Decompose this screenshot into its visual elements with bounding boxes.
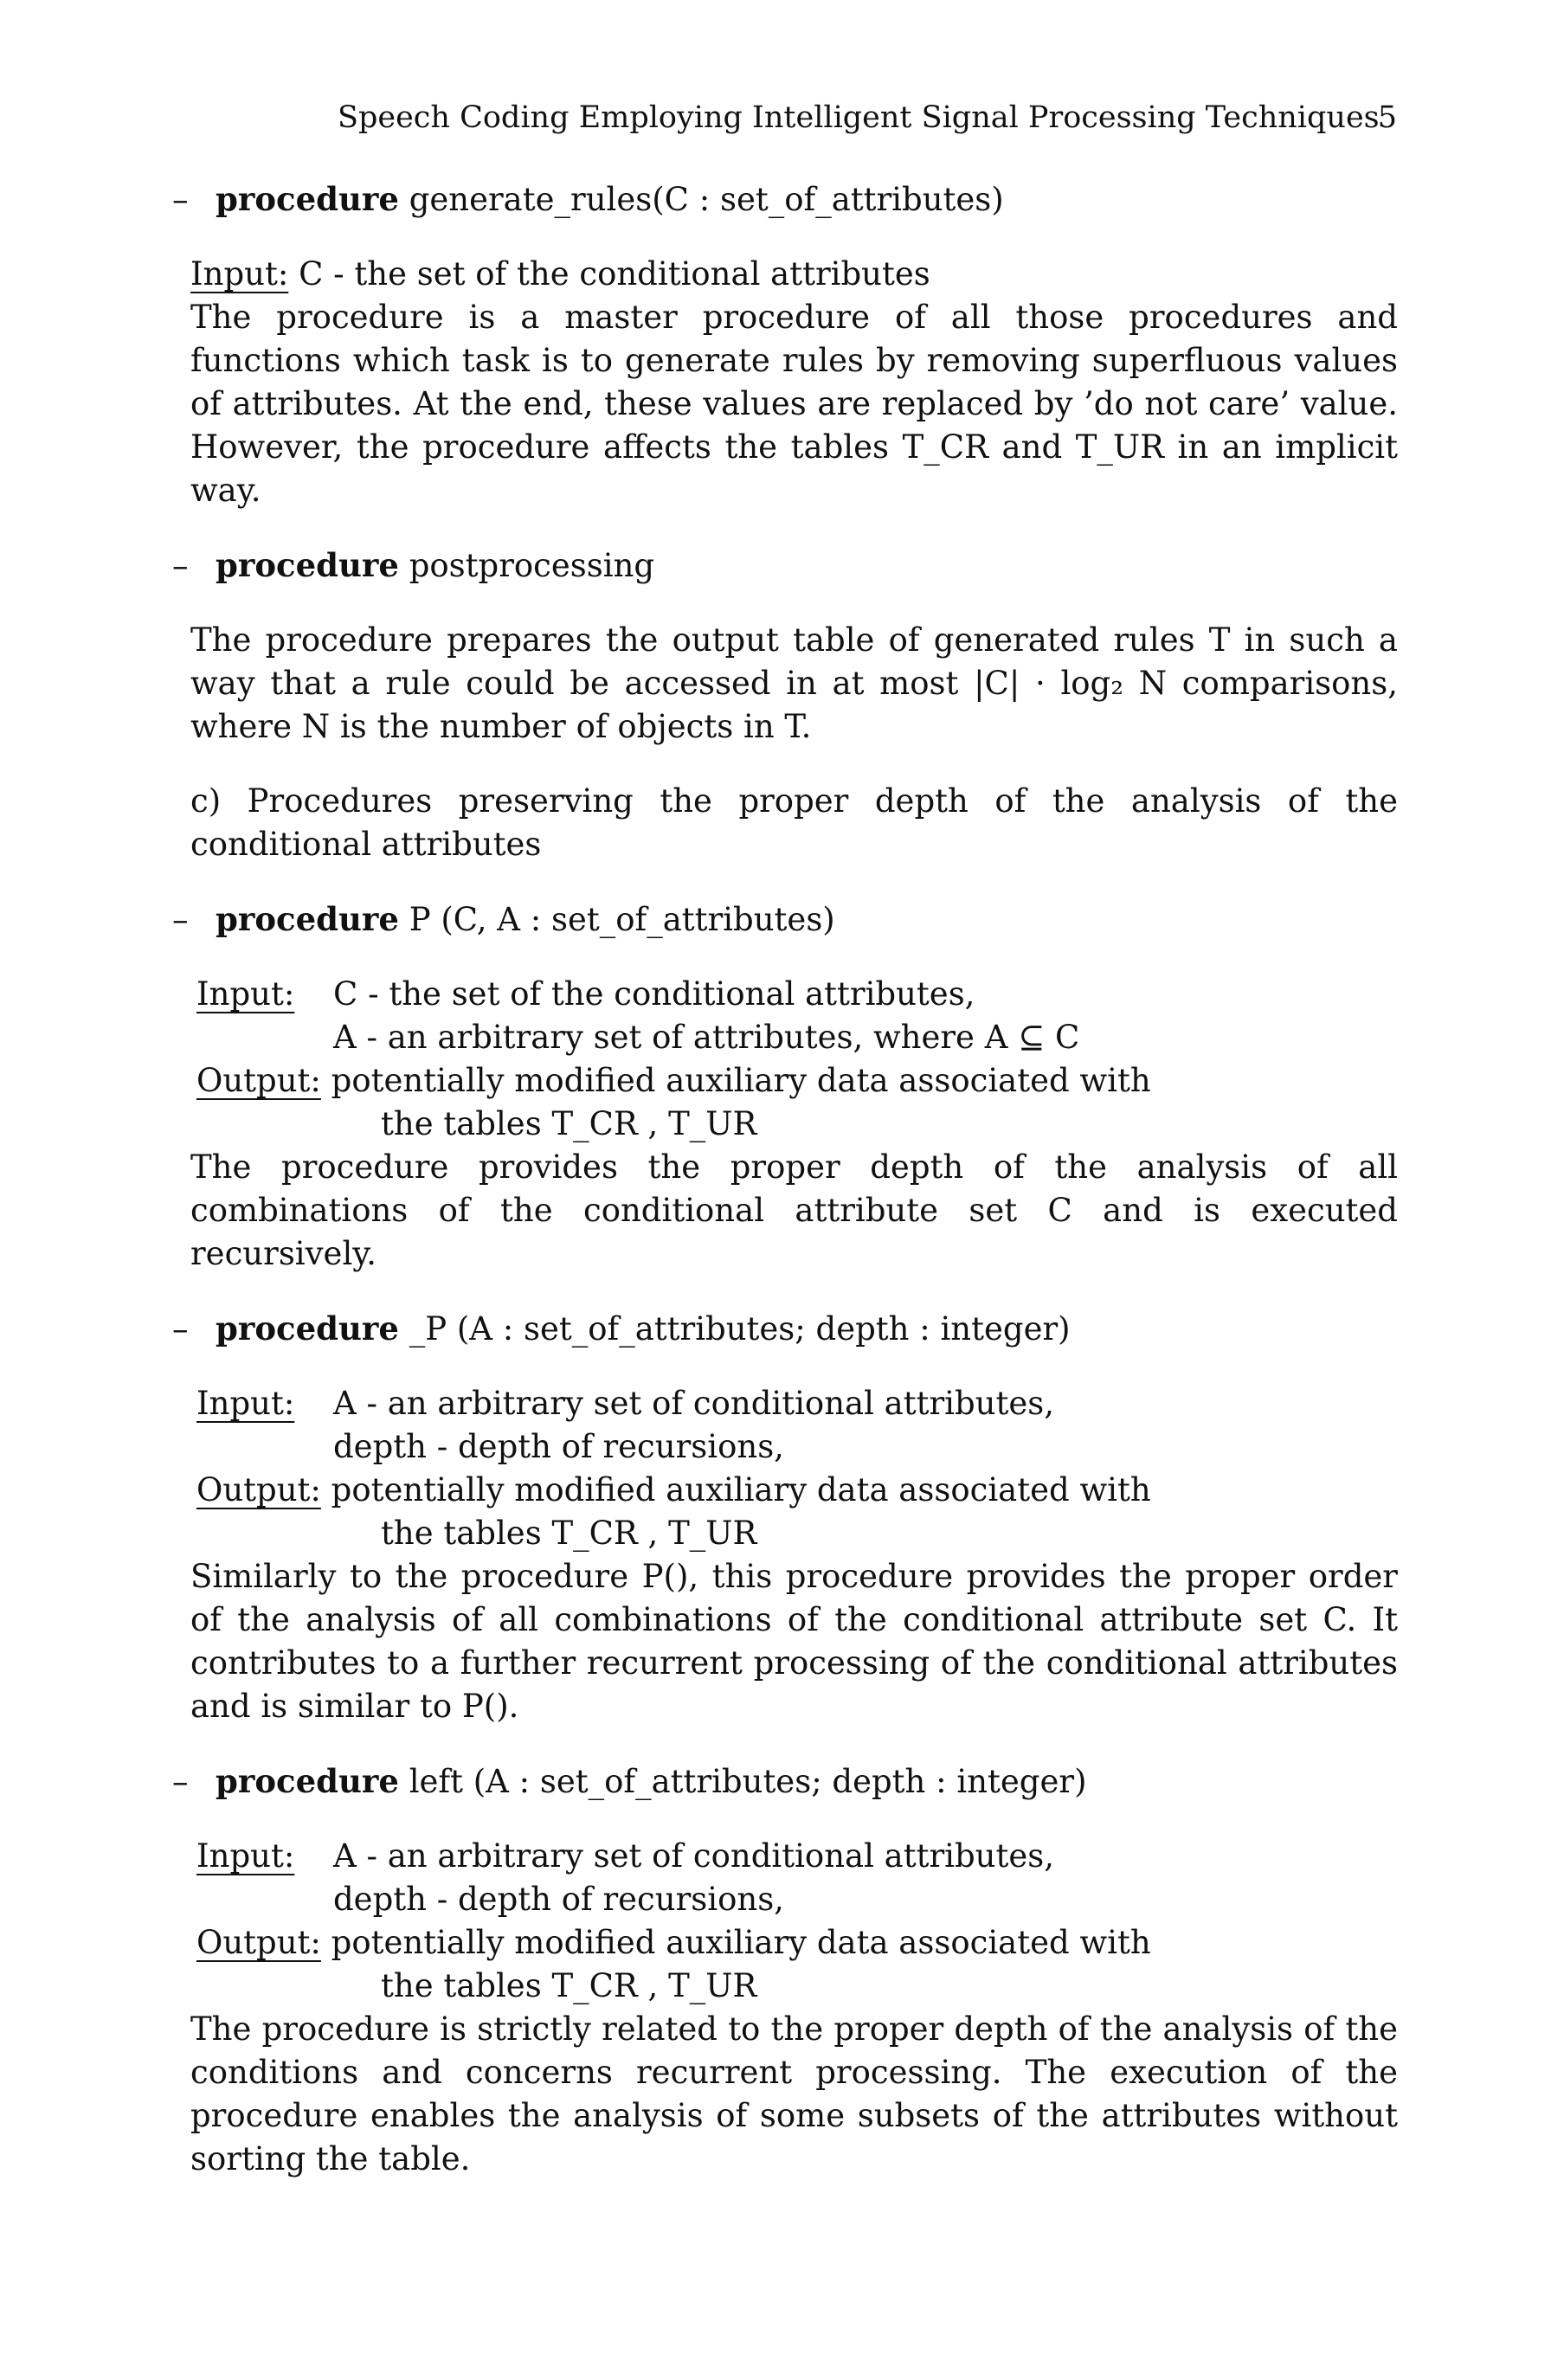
output-line-2: the tables T_CR , T_UR (381, 1105, 757, 1142)
output-line-2: the tables T_CR , T_UR (381, 1515, 757, 1552)
procedure-postprocessing-body (151, 619, 1398, 749)
procedure-keyword: procedure (216, 546, 399, 584)
output-label: Output: (196, 1924, 321, 1961)
procedure-description: Similarly to the procedure P(), this procedure provides the proper order of the analysis of all combinations of the conditional attribute set C. It contributes to a further recurrent processing of the conditional attributes and is similar to P(). (190, 1558, 1398, 1725)
list-dash: – (172, 1763, 189, 1800)
input-line-2: depth - depth of recursions, (333, 1428, 784, 1465)
procedure-p-body (151, 973, 1398, 1276)
page-body (151, 177, 1398, 2212)
subsection-c-intro: c) Procedures preserving the proper depth of the analysis of the conditional attributes (190, 782, 1398, 863)
output-label: Output: (196, 1471, 321, 1508)
subsection-c-intro-block (151, 780, 1398, 866)
input-line (151, 973, 1398, 1016)
procedure-keyword: procedure (216, 900, 399, 938)
input-line-2: A - an arbitrary set of attributes, where A ⊆ C (333, 1019, 1080, 1056)
output-line (151, 1469, 1398, 1512)
input-line-1: A - an arbitrary set of conditional attributes, (333, 1837, 1055, 1875)
procedure-description: The procedure is strictly related to the proper depth of the analysis of the conditions and concerns recurrent processing. The execution of the procedure enables the analysis of some subsets of the attributes without sorting the table. (190, 2010, 1398, 2177)
procedure-underscore-p-body (151, 1382, 1398, 1728)
procedure-keyword: procedure (216, 1309, 399, 1348)
procedure-description: The procedure prepares the output table of generated rules T in such a way that a rule could be accessed in at most |C| · log₂ N comparisons, where N is the number of objects in T. (190, 621, 1398, 745)
output-line (151, 1921, 1398, 1965)
procedure-signature: left (A : set_of_attributes; depth : integer) (409, 1763, 1087, 1800)
input-text: C - the set of the conditional attributes (299, 255, 930, 293)
page-number: 5 (1377, 100, 1397, 135)
list-dash: – (172, 1310, 189, 1348)
input-label: Input: (196, 975, 295, 1013)
procedure-generate-rules-body (151, 253, 1398, 512)
input-line (151, 1382, 1398, 1425)
input-line (151, 253, 1398, 296)
input-line (151, 1835, 1398, 1878)
input-line-1: C - the set of the conditional attributes, (333, 975, 975, 1013)
list-dash: – (172, 547, 189, 584)
procedure-keyword: procedure (216, 180, 399, 218)
procedure-signature: postprocessing (409, 547, 655, 584)
procedure-generate-rules-heading (172, 177, 1398, 222)
input-label: Input: (196, 1385, 295, 1422)
procedure-left-heading (172, 1759, 1398, 1804)
procedure-description: The procedure provides the proper depth of the analysis of all combinations of the conditional attribute set C and is executed recursively. (190, 1148, 1398, 1272)
procedure-postprocessing-heading (172, 544, 1398, 588)
list-dash: – (172, 901, 189, 938)
input-label: Input: (190, 255, 289, 293)
procedure-left-body (151, 1835, 1398, 2181)
input-label: Input: (196, 1837, 295, 1875)
output-line-1: potentially modified auxiliary data associated with (331, 1062, 1151, 1099)
procedure-keyword: procedure (216, 1762, 399, 1800)
input-line-1: A - an arbitrary set of conditional attributes, (333, 1385, 1055, 1422)
output-line-1: potentially modified auxiliary data associated with (331, 1924, 1151, 1961)
output-line-1: potentially modified auxiliary data associated with (331, 1471, 1151, 1508)
running-title: Speech Coding Employing Intelligent Signal Processing Techniques (338, 100, 1380, 135)
procedure-signature: _P (A : set_of_attributes; depth : integer) (409, 1310, 1071, 1348)
output-line (151, 1059, 1398, 1103)
input-line-2: depth - depth of recursions, (333, 1881, 784, 1918)
procedure-description: The procedure is a master procedure of all those procedures and functions which task is to generate rules by removing superfluous values of attributes. At the end, these values are replaced by ’do not care’ value. However, the procedure affects the tables T_CR and T_UR in an implicit way. (190, 299, 1398, 509)
procedure-underscore-p-heading (172, 1307, 1398, 1351)
output-label: Output: (196, 1062, 321, 1099)
procedure-signature: P (C, A : set_of_attributes) (409, 901, 835, 938)
procedure-p-heading (172, 897, 1398, 942)
procedure-signature: generate_rules(C : set_of_attributes) (409, 181, 1004, 218)
list-dash: – (172, 181, 189, 218)
output-line-2: the tables T_CR , T_UR (381, 1967, 757, 2004)
